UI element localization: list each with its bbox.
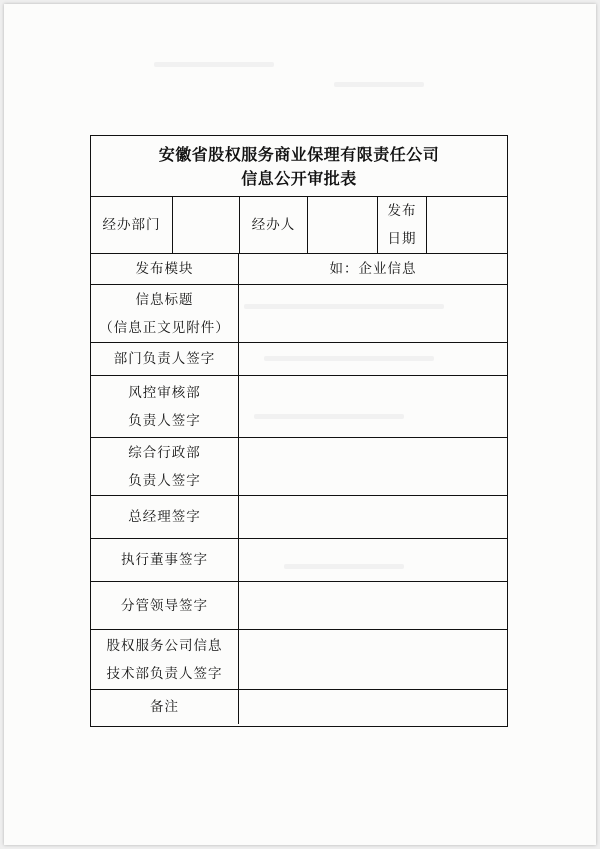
row-dept-head [91, 343, 507, 376]
form-title [91, 136, 507, 197]
date-label [377, 197, 426, 253]
row-it-department [91, 630, 507, 690]
row-info-title [91, 285, 507, 343]
row-executive-director [91, 539, 507, 582]
admin-signature-field[interactable] [238, 438, 507, 495]
it-department-signature-field[interactable] [238, 630, 507, 689]
row-supervising-leader [91, 582, 507, 630]
module-label: 发布模块 [135, 261, 194, 277]
date-label-line2: 日期 [387, 231, 417, 247]
row-dept-handler-date [91, 197, 507, 254]
date-label-line1: 发布 [387, 203, 417, 219]
document-page [4, 4, 596, 845]
handler-value-field[interactable] [307, 197, 377, 253]
remarks-field[interactable] [238, 690, 507, 724]
handler-label: 经办人 [239, 197, 307, 253]
row-remarks [91, 690, 507, 724]
risk-control-signature-field[interactable] [238, 376, 507, 437]
executive-director-label: 执行董事签字 [121, 552, 208, 568]
form-title-name: 信息公开审批表 [241, 169, 357, 188]
admin-label-line2: 负责人签字 [128, 472, 201, 489]
admin-label [91, 438, 238, 495]
dept-value-field[interactable] [172, 197, 239, 253]
general-manager-signature-field[interactable] [238, 496, 507, 538]
show-through-mark [154, 62, 274, 67]
supervising-leader-label: 分管领导签字 [121, 597, 208, 614]
executive-director-signature-field[interactable] [238, 539, 507, 581]
row-risk-control [91, 376, 507, 438]
info-title-value-field[interactable] [238, 285, 507, 342]
admin-label-line1: 综合行政部 [128, 444, 201, 461]
row-general-manager [91, 496, 507, 539]
risk-control-label-line2: 负责人签字 [128, 412, 201, 429]
dept-label: 经办部门 [102, 217, 161, 233]
module-value-field[interactable]: 如：企业信息 [238, 254, 507, 284]
risk-control-label [91, 376, 238, 437]
risk-control-label-line1: 风控审核部 [128, 384, 201, 401]
date-value-field[interactable] [426, 197, 507, 253]
it-department-label-line1: 股权服务公司信息 [106, 637, 223, 654]
row-module [91, 254, 507, 285]
approval-form-table [90, 135, 508, 727]
it-department-label [91, 630, 238, 689]
general-manager-label: 总经理签字 [128, 509, 201, 525]
info-title-label-line1: 信息标题 [135, 291, 194, 308]
show-through-mark [334, 82, 424, 87]
dept-head-signature-field[interactable] [238, 343, 507, 375]
info-title-label [91, 285, 238, 342]
form-title-company: 安徽省股权服务商业保理有限责任公司 [158, 145, 440, 164]
dept-head-label: 部门负责人签字 [113, 351, 216, 367]
supervising-leader-signature-field[interactable] [238, 582, 507, 629]
remarks-label: 备注 [150, 699, 179, 715]
it-department-label-line2: 技术部负责人签字 [106, 665, 223, 682]
info-title-label-line2: （信息正文见附件） [99, 319, 230, 336]
row-admin [91, 438, 507, 496]
